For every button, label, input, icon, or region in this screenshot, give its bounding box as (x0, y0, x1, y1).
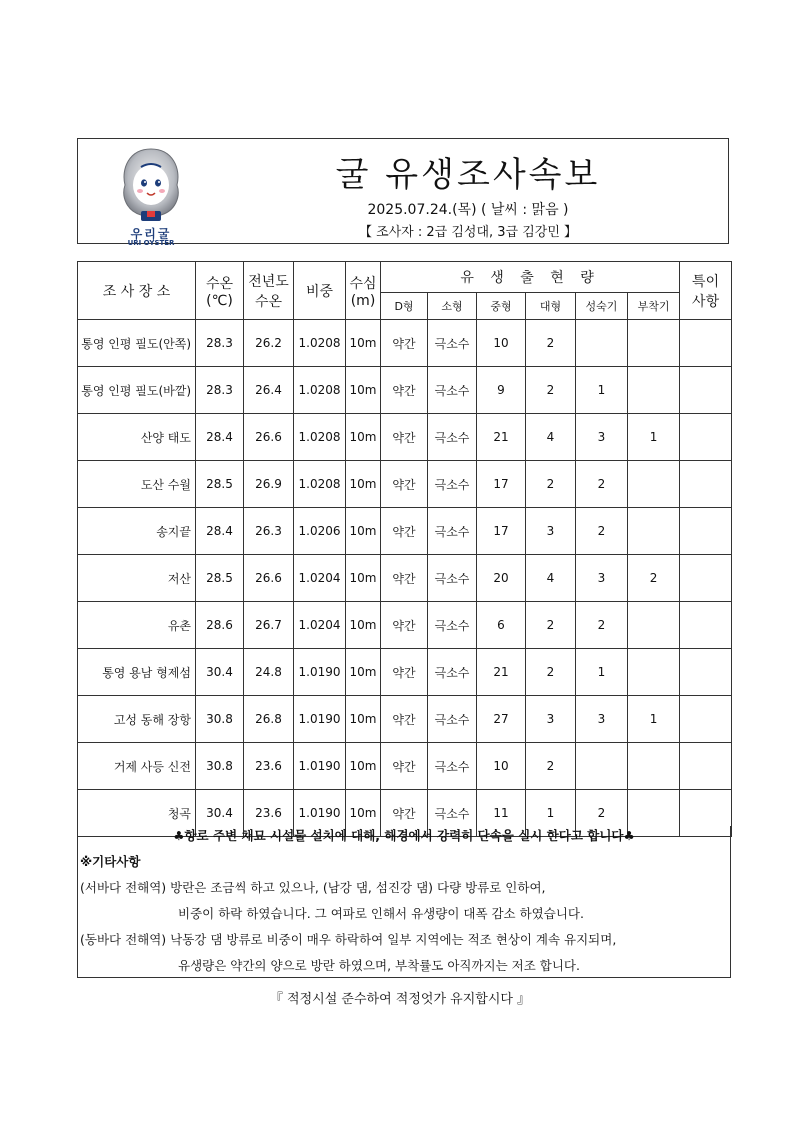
cell-attachment: 1 (628, 696, 680, 743)
cell-notes (680, 461, 732, 508)
cell-small: 극소수 (428, 743, 477, 790)
header-d-type: D형 (381, 293, 428, 320)
cell-d-type: 약간 (381, 696, 428, 743)
cell-attachment (628, 602, 680, 649)
cell-large: 2 (526, 649, 576, 696)
cell-mature: 3 (576, 696, 628, 743)
cell-water-temp: 28.6 (196, 602, 244, 649)
cell-mature (576, 320, 628, 367)
cell-depth: 10m (346, 790, 381, 837)
cell-large: 3 (526, 508, 576, 555)
cell-prev-year-temp: 24.8 (244, 649, 294, 696)
cell-attachment (628, 461, 680, 508)
west-sea-note-line2: 비중이 하락 하였습니다. 그 여파로 인해서 유생량이 대폭 감소 하였습니다. (178, 906, 584, 921)
cell-d-type: 약간 (381, 414, 428, 461)
cell-attachment: 1 (628, 414, 680, 461)
cell-prev-year-temp: 26.6 (244, 414, 294, 461)
cell-d-type: 약간 (381, 743, 428, 790)
cell-attachment (628, 320, 680, 367)
cell-d-type: 약간 (381, 790, 428, 837)
header-depth (346, 262, 381, 320)
cell-small: 극소수 (428, 461, 477, 508)
cell-depth: 10m (346, 367, 381, 414)
cell-small: 극소수 (428, 414, 477, 461)
cell-large: 2 (526, 320, 576, 367)
cell-small: 극소수 (428, 696, 477, 743)
header-notes-line2: 사항 (692, 293, 720, 310)
header-attachment: 부착기 (628, 293, 680, 320)
cell-depth: 10m (346, 602, 381, 649)
header-large: 대형 (526, 293, 576, 320)
cell-water-temp: 28.3 (196, 320, 244, 367)
header-specific-gravity: 비중 (294, 262, 346, 320)
header-mature: 성숙기 (576, 293, 628, 320)
cell-large: 4 (526, 555, 576, 602)
uri-oyster-logo (111, 145, 191, 247)
cell-large: 1 (526, 790, 576, 837)
cell-specific-gravity: 1.0190 (294, 696, 346, 743)
cell-medium: 10 (477, 743, 526, 790)
cell-specific-gravity: 1.0190 (294, 790, 346, 837)
header-medium: 중형 (477, 293, 526, 320)
footer-slogan: 『 적정시설 준수하여 적정엇가 유지합시다 』 (269, 992, 531, 1007)
table-row (78, 320, 732, 367)
cell-specific-gravity: 1.0204 (294, 602, 346, 649)
cell-notes (680, 414, 732, 461)
surveyor-line: 【 조사자 : 2급 김성대, 3급 김강민 】 (358, 225, 578, 240)
cell-prev-year-temp: 23.6 (244, 743, 294, 790)
cell-attachment: 2 (628, 555, 680, 602)
cell-prev-year-temp: 26.2 (244, 320, 294, 367)
cell-d-type: 약간 (381, 367, 428, 414)
header-prev-year-line1: 전년도 (248, 273, 289, 290)
cell-notes (680, 508, 732, 555)
cell-medium: 21 (477, 414, 526, 461)
cell-notes (680, 649, 732, 696)
cell-medium: 11 (477, 790, 526, 837)
table-row (78, 743, 732, 790)
table-row (78, 555, 732, 602)
cell-water-temp: 28.3 (196, 367, 244, 414)
cell-water-temp: 30.8 (196, 743, 244, 790)
cell-location: 저산 (78, 555, 196, 602)
cell-location: 송지끝 (78, 508, 196, 555)
cell-prev-year-temp: 26.9 (244, 461, 294, 508)
cell-specific-gravity: 1.0204 (294, 555, 346, 602)
cell-d-type: 약간 (381, 508, 428, 555)
cell-water-temp: 30.8 (196, 696, 244, 743)
header-small: 소형 (428, 293, 477, 320)
cell-attachment (628, 367, 680, 414)
cell-location: 청곡 (78, 790, 196, 837)
east-sea-note-line2: 유생량은 약간의 양으로 방란 하였으며, 부착률도 아직까지는 저조 합니다. (178, 958, 580, 973)
cell-location: 통영 인평 필도(바깥) (78, 367, 196, 414)
cell-medium: 17 (477, 461, 526, 508)
table-body (78, 320, 732, 837)
header-prev-year-line2: 수온 (254, 293, 283, 310)
cell-specific-gravity: 1.0208 (294, 320, 346, 367)
cell-prev-year-temp: 26.7 (244, 602, 294, 649)
larvae-survey-table (77, 261, 732, 837)
cell-specific-gravity: 1.0208 (294, 414, 346, 461)
cell-mature: 3 (576, 555, 628, 602)
cell-prev-year-temp: 23.6 (244, 790, 294, 837)
cell-water-temp: 28.5 (196, 461, 244, 508)
table-row (78, 696, 732, 743)
table-row (78, 508, 732, 555)
cell-large: 2 (526, 461, 576, 508)
cell-mature: 1 (576, 649, 628, 696)
cell-prev-year-temp: 26.3 (244, 508, 294, 555)
cell-large: 3 (526, 696, 576, 743)
cell-specific-gravity: 1.0208 (294, 461, 346, 508)
cell-small: 극소수 (428, 367, 477, 414)
cell-d-type: 약간 (381, 320, 428, 367)
cell-large: 2 (526, 743, 576, 790)
cell-small: 극소수 (428, 649, 477, 696)
cell-location: 통영 인평 필도(안쪽) (78, 320, 196, 367)
cell-notes (680, 555, 732, 602)
cell-depth: 10m (346, 743, 381, 790)
header-depth-line2: (m) (350, 292, 376, 309)
cell-d-type: 약간 (381, 555, 428, 602)
notice-box (77, 826, 731, 978)
cell-water-temp: 28.4 (196, 414, 244, 461)
east-sea-note-line1: (동바다 전해역) 낙동강 댐 방류로 비중이 매우 하락하여 일부 지역에는 적조 현상이 계속 유지되며, (80, 932, 617, 947)
cell-large: 2 (526, 602, 576, 649)
header-notes (680, 262, 732, 320)
header-notes-line1: 특이 (692, 273, 720, 290)
header-depth-line1: 수심 (349, 275, 377, 292)
cell-medium: 21 (477, 649, 526, 696)
cell-depth: 10m (346, 461, 381, 508)
cell-mature: 2 (576, 790, 628, 837)
table-row (78, 649, 732, 696)
cell-mature (576, 743, 628, 790)
cell-attachment (628, 649, 680, 696)
cell-mature: 2 (576, 508, 628, 555)
cell-prev-year-temp: 26.6 (244, 555, 294, 602)
cell-medium: 17 (477, 508, 526, 555)
cell-mature: 1 (576, 367, 628, 414)
cell-small: 극소수 (428, 790, 477, 837)
cell-small: 극소수 (428, 508, 477, 555)
cell-specific-gravity: 1.0208 (294, 367, 346, 414)
page-title: 굴 유생조사속보 (335, 155, 601, 195)
cell-mature: 3 (576, 414, 628, 461)
cell-medium: 27 (477, 696, 526, 743)
cell-notes (680, 367, 732, 414)
logo-text-english: URI OYSTER (127, 239, 175, 247)
table-header-row (78, 262, 732, 293)
cell-medium: 6 (477, 602, 526, 649)
west-sea-note-line1: (서바다 전해역) 방란은 조금씩 하고 있으나, (남강 댐, 섬진강 댐) 다량 방류로 인하여, (80, 880, 546, 895)
cell-depth: 10m (346, 320, 381, 367)
header-water-temp-unit: (℃) (206, 292, 233, 309)
cell-depth: 10m (346, 696, 381, 743)
header-location: 조 사 장 소 (78, 262, 196, 320)
cell-depth: 10m (346, 555, 381, 602)
cell-depth: 10m (346, 649, 381, 696)
table-row (78, 414, 732, 461)
table-row (78, 602, 732, 649)
cell-specific-gravity: 1.0190 (294, 649, 346, 696)
cell-location: 통영 용남 형제섬 (78, 649, 196, 696)
cell-notes (680, 320, 732, 367)
cell-specific-gravity: 1.0190 (294, 743, 346, 790)
cell-medium: 10 (477, 320, 526, 367)
cell-small: 극소수 (428, 320, 477, 367)
cell-water-temp: 30.4 (196, 790, 244, 837)
cell-prev-year-temp: 26.8 (244, 696, 294, 743)
cell-medium: 9 (477, 367, 526, 414)
cell-medium: 20 (477, 555, 526, 602)
cell-depth: 10m (346, 414, 381, 461)
cell-attachment (628, 508, 680, 555)
cell-small: 극소수 (428, 602, 477, 649)
table-row (78, 367, 732, 414)
cell-location: 도산 수월 (78, 461, 196, 508)
cell-notes (680, 602, 732, 649)
cell-water-temp: 30.4 (196, 649, 244, 696)
cell-location: 고성 동해 장항 (78, 696, 196, 743)
cell-mature: 2 (576, 602, 628, 649)
cell-large: 2 (526, 367, 576, 414)
cell-attachment (628, 743, 680, 790)
header-larvae-group: 유 생 출 현 량 (381, 262, 680, 293)
logo-text-korean: 우리굴 (130, 227, 172, 241)
crackdown-notice: ♣항로 주변 채묘 시설물 설치에 대해, 해경에서 강력히 단속을 실시 한다고 합니다♣ (173, 828, 635, 843)
cell-notes (680, 696, 732, 743)
table-row (78, 461, 732, 508)
cell-notes (680, 743, 732, 790)
cell-water-temp: 28.5 (196, 555, 244, 602)
cell-specific-gravity: 1.0206 (294, 508, 346, 555)
cell-mature: 2 (576, 461, 628, 508)
cell-small: 극소수 (428, 555, 477, 602)
cell-location: 거제 사등 신전 (78, 743, 196, 790)
cell-d-type: 약간 (381, 461, 428, 508)
cell-prev-year-temp: 26.4 (244, 367, 294, 414)
cell-location: 유촌 (78, 602, 196, 649)
cell-water-temp: 28.4 (196, 508, 244, 555)
date-weather-line: 2025.07.24.(목) ( 날씨 : 맑음 ) (367, 202, 569, 218)
cell-large: 4 (526, 414, 576, 461)
header-water-temp-label: 수온 (205, 275, 234, 292)
cell-location: 산양 태도 (78, 414, 196, 461)
cell-d-type: 약간 (381, 602, 428, 649)
cell-d-type: 약간 (381, 649, 428, 696)
oyster-mascot-icon (111, 145, 191, 225)
header-prev-year-temp (244, 262, 294, 320)
header-water-temp (196, 262, 244, 320)
cell-depth: 10m (346, 508, 381, 555)
misc-heading: ※기타사항 (80, 854, 141, 869)
report-header (77, 138, 729, 247)
